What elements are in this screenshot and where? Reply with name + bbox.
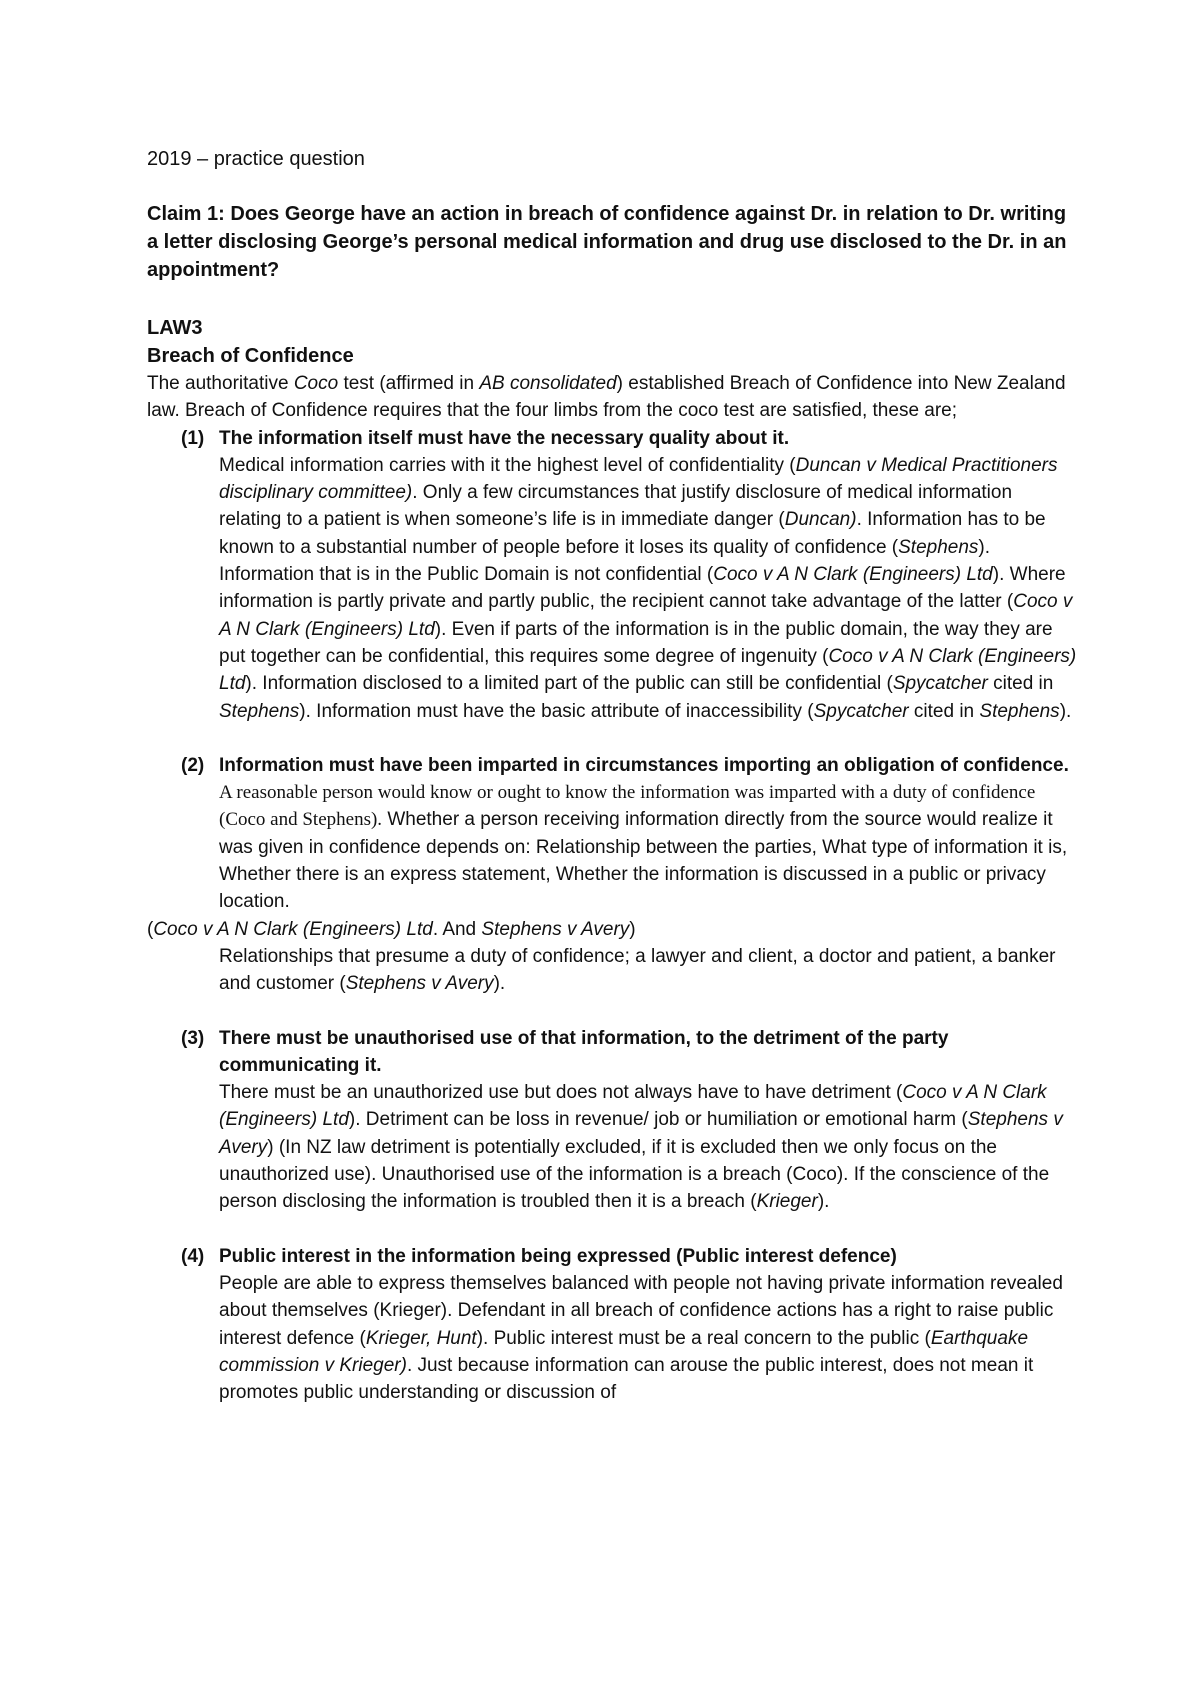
limb-heading: Information must have been imparted in circumstances importing an obligation of confidence. [219,754,1069,776]
case-citation: Krieger, Hunt [365,1327,477,1349]
body-text: There must be an unauthorized use but does not always have to have detriment ( [219,1082,903,1104]
case-citation: Coco v A N Clark (Engineers) Ltd [153,918,433,940]
case-citation: Coco v A N Clark (Engineers) Ltd [219,591,1073,640]
limb-body [219,779,1077,915]
body-text: cited in [987,673,1054,695]
limb-1 [147,425,1077,725]
body-text: ( [147,918,154,940]
body-text: ). Information must have the basic attribute of inaccessibility ( [299,700,814,722]
case-citation: AB consolidated [479,373,617,394]
limb-4 [147,1243,1077,1407]
body-text: ). [817,1191,830,1213]
case-citation: Stephens v Avery [481,918,630,940]
intro-text: test (affirmed in [338,373,480,394]
case-citation: Duncan) [784,509,857,531]
limb-body [219,452,1077,725]
body-text: ). [493,973,506,995]
body-text: . Information has to be known to a substantial number of people before it loses its quality of confidence ( [219,509,1046,558]
case-citation: Stephens v Avery [345,973,494,995]
case-citation: Stephens [898,536,979,558]
body-text: ). [1059,700,1072,722]
case-citation: Coco v A N Clark (Engineers) Ltd [713,564,993,586]
limb-heading: Public interest in the information being expressed (Public interest defence) [219,1245,897,1267]
body-text: People are able to express themselves balanced with people not having private information revealed about themselves (Krieger). Defendant in all breach of confidence actions has a right to raise public interest defence ( [219,1272,1063,1349]
claim-question [147,200,1077,284]
document-title: 2019 – practice question [147,148,365,170]
case-citation: Spycatcher [892,673,988,695]
case-citation: Krieger [756,1191,818,1213]
limb-body [219,1270,1077,1406]
case-citation: Stephens v Avery [219,1109,1063,1158]
case-citation: Spycatcher [813,700,909,722]
limb-number: (1) [181,427,205,449]
body-text: . And [432,918,482,940]
limb-heading: The information itself must have the necessary quality about it. [219,427,790,449]
body-text: ). Public interest must be a real concern to the public ( [476,1327,931,1349]
body-text: ). Even if parts of the information is in the public domain, the way they are put together can be confidential, this requires some degree of ingenuity ( [219,618,1053,667]
claim-text: Does George have an action in breach of confidence against Dr. in relation to Dr. writing a letter disclosing George’s personal medical information and drug use disclosed to the Dr. in an appointment? [147,203,1067,281]
body-text: . Only a few circumstances that justify disclosure of medical information relating to a patient is when someone’s life is in immediate danger ( [219,482,1013,531]
case-citation: Coco v A N Clark (Engineers) Ltd [219,1082,1047,1131]
limb-citation [147,916,1077,943]
law-code: LAW3 [147,317,203,339]
limb-number: (2) [181,754,205,776]
body-text: . Just because information can arouse the public interest, does not mean it promotes public understanding or discussion of [219,1354,1034,1404]
case-citation: Stephens [219,700,300,722]
body-text: ). Information that is in the Public Domain is not confidential ( [219,536,991,586]
body-text: ) [629,918,636,940]
case-citation: Earthquake commission v Krieger) [219,1327,1029,1376]
limb-body [219,1079,1077,1215]
body-text: Whether a person receiving information directly from the source would realize it was given in confidence depends on: Relationship between the parties, What type of information it is, Whether there is an express statement, Whether the information is discussed in a public or privacy location. [219,809,1068,913]
body-text-serif: A reasonable person would know or ought to know the information was imparted with a duty of confidence (Coco and Stephens). [219,782,1036,831]
case-citation: Coco v A N Clark (Engineers) Ltd [219,645,1077,695]
claim-label: Claim 1: [147,203,225,225]
intro-paragraph [147,370,1077,425]
limb-number: (4) [181,1245,205,1267]
limb-2 [147,752,1077,998]
intro-text: ) established Breach of Confidence into New Zealand law. Breach of Confidence requires that the four limbs from the coco test are satisfied, these are; [147,373,1066,422]
case-citation: Stephens [979,700,1060,722]
body-text: ). Where information is partly private and partly public, the recipient cannot take advantage of the latter ( [219,564,1066,613]
limb-number: (3) [181,1027,205,1049]
limb-relationships [219,943,1077,998]
body-text: Relationships that presume a duty of confidence; a lawyer and client, a doctor and patient, a banker and customer ( [219,945,1056,995]
body-text: Medical information carries with it the highest level of confidentiality ( [219,454,796,476]
section-heading: Breach of Confidence [147,345,354,367]
limb-heading: There must be unauthorised use of that information, to the detriment of the party communicating it. [219,1027,949,1076]
document-content [147,146,1077,1406]
body-text: ). Information disclosed to a limited part of the public can still be confidential ( [245,673,893,695]
limb-3 [147,1025,1077,1216]
case-citation: Duncan v Medical Practitioners disciplinary committee) [219,454,1058,504]
body-text: ) (In NZ law detriment is potentially excluded, if it is excluded then we only focus on the unauthorized use). Unauthorised use of the information is a breach (Coco). If the conscience of the person disclosing the information is troubled then it is a breach ( [219,1136,1050,1213]
body-text: ). Detriment can be loss in revenue/ job or humiliation or emotional harm ( [348,1109,968,1131]
intro-text: The authoritative [147,373,294,394]
case-citation: Coco [293,373,339,394]
body-text: cited in [908,700,980,722]
